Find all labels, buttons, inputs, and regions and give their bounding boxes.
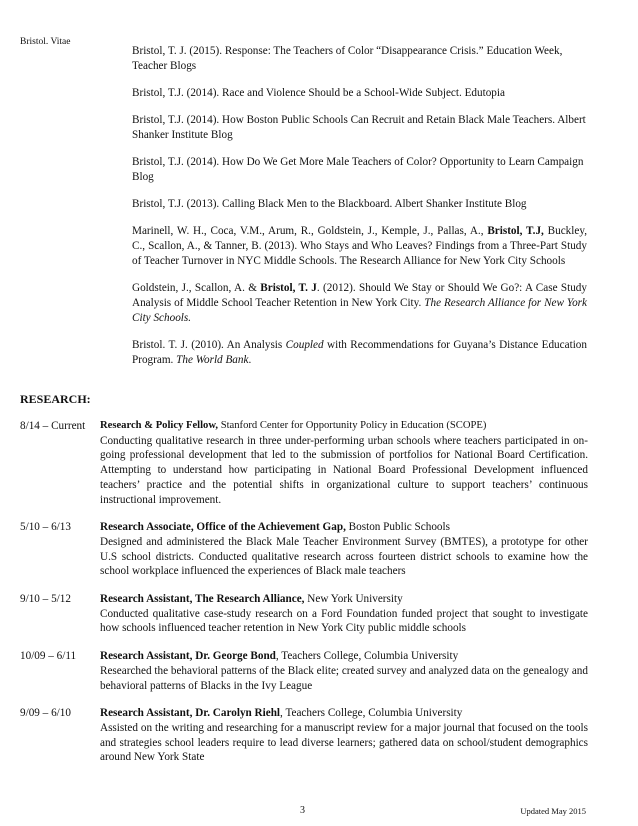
entry-organization: Boston Public Schools (345, 521, 450, 534)
research-heading: RESEARCH: (20, 392, 91, 406)
entry-description: Designed and administered the Black Male Teacher Environment Survey (BMTES), a prototype for other U.S school districts. Conducted qualitative research across fourteen district schools to examine how the school workplace influenced the experiences of Black male teachers (100, 535, 588, 578)
vitae-header: Bristol. Vitae (20, 37, 71, 47)
entry-date: 10/09 – 6/11 (20, 650, 77, 663)
publication-text: Goldstein, J., Scallon, A. & (132, 282, 261, 294)
publications-list (132, 44, 587, 380)
publication-entry (132, 338, 587, 368)
publication-entry (132, 44, 587, 74)
page-number: 3 (300, 805, 305, 816)
entry-description: Conducted qualitative case-study research on a Ford Foundation funded project that sought to investigate how schools influenced teacher retention in New York City public middle schools (100, 607, 588, 635)
entry-date: 8/14 – Current (20, 420, 86, 432)
publication-entry (132, 86, 587, 101)
entry-title (100, 706, 588, 721)
publication-entry (132, 224, 587, 269)
updated-date: Updated May 2015 (520, 806, 586, 816)
publication-text: Bristol, T.J. (2014). Race and Violence Should be a School-Wide Subject. Edutopia (132, 87, 505, 99)
entry-role: Research Assistant, Dr. Carolyn Riehl (100, 707, 281, 720)
publication-text: Marinell, W. H., Coca, V.M., Arum, R., Goldstein, J., Kemple, J., Pallas, A., (132, 225, 488, 237)
publication-entry (132, 197, 587, 212)
research-entries (20, 419, 588, 778)
publication-text: The World Bank (176, 354, 249, 366)
entry-role: Research Assistant, The Research Alliance, (100, 593, 305, 606)
publication-entry (132, 281, 587, 326)
publication-text: Bristol, T.J, (487, 225, 544, 237)
publication-text: Buckley, C., Scallon, A., & Tanner, B. (2013). Who Stays and Who Leaves? Findings from a Three-Part Study of Teacher Turnover in NYC Middle Schools. The Research Alliance for New York City Schools (132, 225, 587, 267)
entry-description: Researched the behavioral patterns of the Black elite; created survey and analyzed data on the genealogy and behavioral patterns of Blacks in the Ivy League (100, 664, 588, 692)
entry-title (100, 419, 588, 434)
entry-date: 9/09 – 6/10 (20, 707, 71, 720)
entry-description: Conducting qualitative research in three under-performing urban schools where teachers participated in on-going professional development that led to the submission of portfolios for National Board Certification. Attempting to understand how participating in National Board Professional Development influenced teachers’ practice and the potential shifts in organizational culture to support teachers’ continuous instructional improvement. (100, 434, 588, 506)
publication-text: Bristol, T. J (260, 282, 317, 294)
entry-title (100, 592, 588, 607)
publication-text: Bristol, T. J. (2015). Response: The Teachers of Color “Disappearance Crisis.” Education Week, Teacher Blogs (132, 45, 563, 72)
entry-role: Research & Policy Fellow, (100, 420, 219, 431)
publication-text: The Research Alliance for New York City Schools. (132, 297, 587, 324)
publication-text: Bristol, T.J. (2013). Calling Black Men to the Blackboard. Albert Shanker Institute Blog (132, 198, 527, 210)
entry-organization: , Teachers College, Columbia University (280, 707, 463, 720)
research-entry (20, 419, 588, 507)
publication-text: with Recommendations for Guyana’s Distance Education Program. (132, 339, 587, 366)
publication-entry (132, 155, 587, 185)
publication-text: . (248, 354, 252, 366)
entry-organization: , Teachers College, Columbia University (275, 650, 459, 663)
entry-title (100, 520, 588, 535)
entry-organization: New York University (304, 593, 403, 606)
publication-text: Coupled (285, 339, 324, 351)
entry-date: 9/10 – 5/12 (20, 593, 71, 606)
publication-entry (132, 113, 587, 143)
research-entry (20, 649, 588, 693)
research-entry (20, 706, 588, 765)
research-entry (20, 592, 588, 636)
entry-organization: Stanford Center for Opportunity Policy in Education (SCOPE) (218, 420, 487, 431)
entry-date: 5/10 – 6/13 (20, 521, 71, 534)
entry-title (100, 649, 588, 664)
entry-role: Research Associate, Office of the Achievement Gap, (100, 521, 346, 534)
publication-text: Bristol, T.J. (2014). How Do We Get More Male Teachers of Color? Opportunity to Learn Campaign Blog (132, 156, 584, 183)
publication-text: Bristol. T. J. (2010). An Analysis (132, 339, 286, 351)
entry-description: Assisted on the writing and researching for a manuscript review for a major journal that focused on the tools and strategies school leaders require to lead diverse learners; gathered data on school/student demographics around New York State (100, 721, 588, 764)
publication-text: . (2012). Should We Stay or Should We Go?: A Case Study Analysis of Middle School Teacher Retention in New York City. (132, 282, 587, 309)
entry-role: Research Assistant, Dr. George Bond (100, 650, 276, 663)
publication-text: Bristol, T.J. (2014). How Boston Public Schools Can Recruit and Retain Black Male Teachers. Albert Shanker Institute Blog (132, 114, 586, 141)
research-entry (20, 520, 588, 579)
